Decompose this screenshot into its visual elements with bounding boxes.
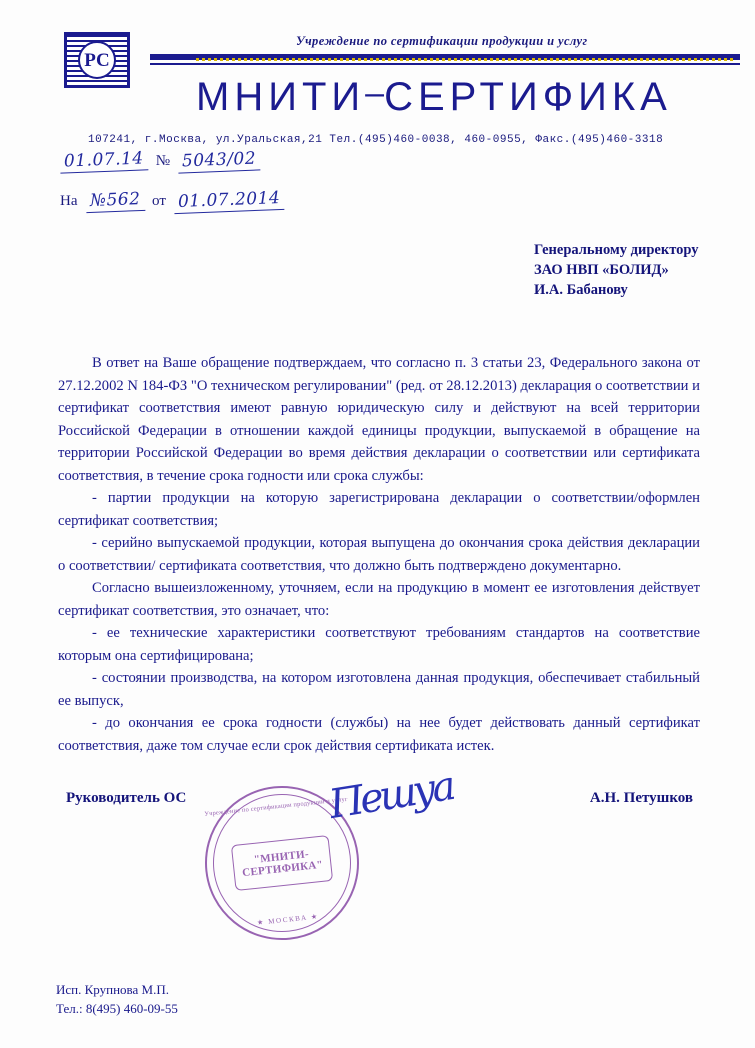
stamp-top-text: Учреждение по сертификации продукции и услуг [204, 795, 349, 818]
reference-row-outgoing [60, 150, 260, 172]
brand-title [196, 74, 672, 120]
addressee-block [534, 240, 744, 300]
letterhead [0, 22, 755, 146]
incoming-number: №562 [85, 189, 144, 213]
brand-dash: – [365, 74, 385, 112]
body-paragraph: В ответ на Ваше обращение подтверждаем, что согласно п. 3 статьи 23, Федерального закона от 27.12.2002 N 184-ФЗ "О техническом регулировании" (ред. от 28.12.2013) декларация о соответствии и сертификат соответствия имеют равную юридическую силу и действуют на всей территории Российской Федерации в отношении каждой единицы продукции, выпускаемой в обращение на территории Российской Федерации во время действия декларации о соответствии или сертификата соответствия, в течение срока годности или срока службы: [58, 355, 700, 484]
header-rule-dotted [196, 58, 736, 61]
addressee-line-1: Генеральному директору [534, 242, 699, 258]
brand-part1: МНИТИ [196, 75, 366, 119]
body-paragraph: - ее технические характеристики соответствуют требованиям стандартов на соответствие которым она сертифицирована; [58, 625, 700, 664]
logo-text: РС [78, 41, 116, 79]
executor-phone: Тел.: 8(495) 460-09-55 [56, 1001, 178, 1016]
organization-subtitle: Учреждение по сертификации продукции и услуг [296, 34, 588, 48]
body-paragraph: - серийно выпускаемой продукции, которая выпущена до окончания срока действия декларации о соответствии/ сертификата соответствия, что должно быть подтверждено документарно. [58, 535, 700, 574]
number-label: № [155, 153, 171, 169]
from-label: от [152, 193, 166, 209]
letter-body [58, 352, 700, 757]
certification-logo [64, 32, 130, 88]
header-rule-thin [150, 63, 740, 65]
signatory-role: Руководитель ОС [66, 790, 187, 806]
body-paragraph: - до окончания ее срока годности (службы) на нее будет действовать данный сертификат соответствия, даже том случае если срок действия сертификата истек. [58, 715, 700, 754]
signatory-name: А.Н. Петушков [589, 790, 693, 806]
body-paragraph: - партии продукции на которую зарегистрирована декларации о соответствии/оформлен сертификат соответствия; [58, 490, 700, 529]
stamp-center-text: "МНИТИ-СЕРТИФИКА" [231, 835, 333, 891]
footer-block [56, 980, 178, 1018]
body-paragraph: - состоянии производства, на котором изготовлена данная продукция, обеспечивает стабильный ее выпуск, [58, 670, 700, 709]
reference-row-incoming [60, 190, 284, 212]
brand-part2: СЕРТИФИКА [384, 75, 672, 119]
addressee-line-3: И.А. Бабанову [534, 282, 628, 298]
company-address: 107241, г.Москва, ул.Уральская,21 Тел.(495)460-0038, 460-0955, Факс.(495)460-3318 [88, 134, 664, 146]
body-paragraph: Согласно вышеизложенному, уточняем, если на продукцию в момент ее изготовления действует сертификат соответствия, это означает, что: [58, 580, 700, 619]
addressee-line-2: ЗАО НВП «БОЛИД» [534, 262, 669, 278]
incoming-date: 01.07.2014 [174, 188, 285, 214]
handwritten-signature: Пешуа [325, 763, 456, 828]
reference-block [60, 150, 480, 228]
outgoing-number: 5043/02 [178, 148, 261, 173]
outgoing-date: 01.07.14 [60, 148, 148, 173]
stamp-bottom-text: ★ МОСКВА ★ [256, 912, 320, 927]
reply-label: На [60, 193, 78, 209]
executor-name: Исп. Крупнова М.П. [56, 982, 169, 997]
